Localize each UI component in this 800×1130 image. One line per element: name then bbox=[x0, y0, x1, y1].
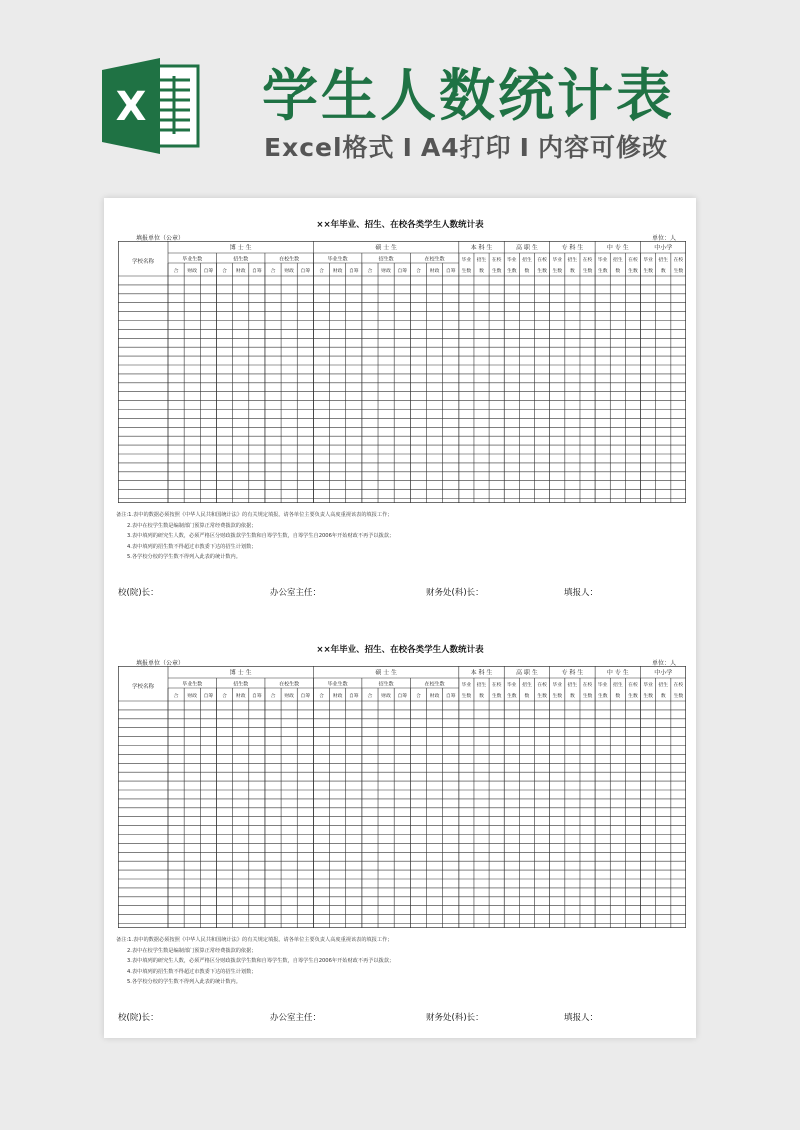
column-header: 生数 bbox=[507, 694, 517, 699]
column-header: 毕业 bbox=[507, 683, 517, 688]
column-header: 财政 bbox=[187, 694, 198, 699]
column-header: 毕业 bbox=[552, 683, 563, 688]
column-header: 合 bbox=[270, 694, 276, 699]
group-header: 本 科 生 bbox=[470, 244, 493, 252]
banner-subtitle bbox=[264, 128, 668, 164]
group-header: 本 科 生 bbox=[470, 669, 493, 677]
column-header: 招生 bbox=[522, 683, 532, 688]
note-line: 5.各学校分校的学生数不得列入此表的统计数内。 bbox=[127, 979, 241, 986]
column-header: 生数 bbox=[582, 269, 593, 274]
column-header: 自筹 bbox=[203, 694, 214, 699]
column-header: 招生 bbox=[658, 258, 669, 263]
group-header: 博 士 生 bbox=[229, 244, 252, 252]
unit-label: 单位：人 bbox=[652, 660, 677, 667]
column-header: 生数 bbox=[628, 269, 638, 274]
column-header: 在校 bbox=[628, 683, 638, 688]
column-header: 在校 bbox=[582, 683, 593, 688]
subgroup-header: 在校生数 bbox=[424, 681, 445, 688]
subtitle-editable: 内容可修改 bbox=[537, 133, 668, 162]
stats-table bbox=[118, 666, 686, 928]
column-header: 生数 bbox=[582, 694, 593, 699]
subgroup-header: 招生数 bbox=[233, 256, 249, 263]
column-header: 招生 bbox=[613, 683, 623, 688]
row-header: 学校名称 bbox=[131, 684, 155, 690]
column-header: 生数 bbox=[461, 269, 472, 274]
column-header: 自筹 bbox=[203, 269, 214, 274]
column-header: 财政 bbox=[284, 269, 294, 274]
column-header: 招生 bbox=[476, 683, 487, 688]
column-header: 生数 bbox=[461, 694, 472, 699]
column-header: 毕业 bbox=[552, 258, 563, 263]
signature-filler: 填报人： bbox=[564, 1013, 599, 1023]
column-header: 数 bbox=[524, 694, 530, 699]
subtitle-separator: I bbox=[402, 133, 413, 162]
note-line: 备注:1.表中的数据必须按照《中华人民共和国统计法》的有关规定填报。请各单位主要负责人高度重视该表的填报工作； bbox=[116, 937, 393, 943]
column-header: 自筹 bbox=[348, 269, 359, 274]
fill-unit-label: 填报单位（公章） bbox=[136, 235, 185, 242]
signature-president: 校(院)长： bbox=[118, 588, 159, 598]
column-header: 生数 bbox=[597, 269, 608, 274]
column-header: 财政 bbox=[332, 269, 343, 274]
column-header: 生数 bbox=[643, 694, 653, 699]
column-header: 财政 bbox=[381, 269, 391, 274]
sheet-title: ××年毕业、招生、在校各类学生人数统计表 bbox=[316, 220, 484, 230]
column-header: 财政 bbox=[284, 694, 294, 699]
notes bbox=[116, 935, 686, 988]
note-line: 2.表中在校学生数是编制部门预算正常经费拨款的依据； bbox=[127, 522, 257, 529]
column-header: 生数 bbox=[628, 694, 638, 699]
subgroup-header: 招生数 bbox=[233, 681, 249, 688]
table-border bbox=[118, 241, 685, 502]
column-header: 招生 bbox=[476, 258, 487, 263]
group-header: 硕 士 生 bbox=[375, 669, 398, 677]
column-header: 毕业 bbox=[461, 683, 472, 688]
column-header: 自筹 bbox=[300, 694, 311, 699]
group-header: 硕 士 生 bbox=[375, 244, 398, 252]
column-header: 在校 bbox=[537, 683, 547, 688]
column-header: 数 bbox=[569, 694, 575, 699]
fill-unit-label: 填报单位（公章） bbox=[136, 660, 185, 667]
column-header: 在校 bbox=[491, 683, 502, 688]
paper-preview bbox=[104, 198, 696, 1038]
column-header: 在校 bbox=[673, 258, 684, 263]
column-header: 自筹 bbox=[300, 269, 311, 274]
column-header: 在校 bbox=[582, 258, 593, 263]
subgroup-header: 毕业生数 bbox=[182, 256, 203, 263]
subtitle-print: A4打印 bbox=[420, 133, 512, 162]
column-header: 毕业 bbox=[597, 683, 608, 688]
banner-title: 学生人数统计表 bbox=[262, 64, 675, 129]
sheet-title: ××年毕业、招生、在校各类学生人数统计表 bbox=[316, 645, 484, 655]
column-header: 合 bbox=[319, 694, 324, 699]
column-header: 招生 bbox=[658, 683, 669, 688]
column-header: 合 bbox=[270, 269, 276, 274]
column-header: 自筹 bbox=[348, 694, 359, 699]
column-header: 生数 bbox=[491, 694, 502, 699]
column-header: 在校 bbox=[673, 683, 684, 688]
column-header: 生数 bbox=[673, 269, 684, 274]
column-header: 在校 bbox=[537, 258, 547, 263]
column-header: 财政 bbox=[235, 269, 246, 274]
column-header: 生数 bbox=[507, 269, 517, 274]
stats-table bbox=[118, 241, 686, 503]
column-header: 合 bbox=[416, 269, 421, 274]
column-header: 合 bbox=[416, 694, 421, 699]
column-header: 数 bbox=[660, 269, 666, 274]
column-header: 数 bbox=[615, 694, 621, 699]
column-header: 在校 bbox=[491, 258, 502, 263]
note-line: 2.表中在校学生数是编制部门预算正常经费拨款的依据； bbox=[127, 947, 257, 954]
column-header: 财政 bbox=[429, 269, 440, 274]
subgroup-header: 在校生数 bbox=[424, 256, 445, 263]
subtitle-format: Excel格式 bbox=[264, 133, 395, 162]
signature-filler: 填报人： bbox=[564, 588, 599, 598]
subtitle-separator: I bbox=[519, 133, 530, 162]
column-header: 自筹 bbox=[252, 269, 262, 274]
column-header: 招生 bbox=[522, 258, 532, 263]
column-header: 数 bbox=[479, 269, 484, 274]
column-header: 财政 bbox=[332, 694, 343, 699]
column-header: 数 bbox=[479, 694, 484, 699]
group-header: 中 专 生 bbox=[606, 244, 629, 252]
column-header: 财政 bbox=[381, 694, 391, 699]
subgroup-header: 招生数 bbox=[378, 256, 394, 263]
column-header: 生数 bbox=[552, 269, 563, 274]
note-line: 5.各学校分校的学生数不得列入此表的统计数内。 bbox=[127, 554, 241, 561]
signature-president: 校(院)长： bbox=[118, 1013, 159, 1023]
column-header: 合 bbox=[173, 269, 179, 274]
group-header: 高 职 生 bbox=[516, 244, 538, 252]
group-header: 中 专 生 bbox=[606, 669, 629, 677]
column-header: 财政 bbox=[235, 694, 246, 699]
group-header: 博 士 生 bbox=[229, 669, 252, 677]
column-header: 招生 bbox=[567, 258, 578, 263]
column-header: 毕业 bbox=[643, 258, 653, 263]
column-header: 数 bbox=[615, 269, 621, 274]
column-header: 自筹 bbox=[397, 269, 408, 274]
signature-office-director: 办公室主任： bbox=[270, 1013, 322, 1023]
column-header: 自筹 bbox=[445, 694, 456, 699]
column-header: 生数 bbox=[491, 269, 502, 274]
column-header: 自筹 bbox=[445, 269, 456, 274]
row-header: 学校名称 bbox=[131, 259, 155, 265]
group-header: 专 科 生 bbox=[561, 669, 584, 677]
column-header: 生数 bbox=[552, 694, 563, 699]
note-line: 4.表中填列的招生数不得超过市教委下达的招生计划数； bbox=[127, 543, 257, 550]
svg-text:X: X bbox=[115, 84, 147, 130]
signature-finance-head: 财务处(科)长： bbox=[426, 588, 484, 598]
column-header: 合 bbox=[319, 269, 324, 274]
note-line: 3.表中填列的研究生人数，必须严格区分财政拨款学生数和自筹学生数，自筹学生自2006年开始财政不再予以拨款； bbox=[127, 958, 395, 965]
column-header: 生数 bbox=[673, 694, 684, 699]
unit-label: 单位：人 bbox=[652, 235, 677, 242]
column-header: 毕业 bbox=[643, 683, 653, 688]
column-header: 数 bbox=[660, 694, 666, 699]
note-line: 3.表中填列的研究生人数，必须严格区分财政拨款学生数和自筹学生数，自筹学生自2006年开始财政不再予以拨款； bbox=[127, 533, 395, 540]
group-header: 中小学 bbox=[654, 669, 673, 677]
column-header: 毕业 bbox=[597, 258, 608, 263]
column-header: 合 bbox=[367, 269, 373, 274]
excel-icon bbox=[102, 58, 202, 154]
column-header: 生数 bbox=[643, 269, 653, 274]
column-header: 财政 bbox=[187, 269, 198, 274]
column-header: 财政 bbox=[429, 694, 440, 699]
column-header: 生数 bbox=[537, 269, 547, 274]
subgroup-header: 毕业生数 bbox=[327, 256, 348, 263]
subgroup-header: 在校生数 bbox=[279, 256, 300, 263]
group-header: 专 科 生 bbox=[561, 244, 584, 252]
column-header: 合 bbox=[173, 694, 179, 699]
column-header: 在校 bbox=[628, 258, 638, 263]
signature-office-director: 办公室主任： bbox=[270, 588, 322, 598]
subgroup-header: 毕业生数 bbox=[182, 681, 203, 688]
column-header: 生数 bbox=[597, 694, 608, 699]
subgroup-header: 毕业生数 bbox=[327, 681, 348, 688]
group-header: 高 职 生 bbox=[516, 669, 538, 677]
table-border bbox=[118, 666, 685, 927]
notes bbox=[116, 510, 686, 563]
column-header: 招生 bbox=[567, 683, 578, 688]
column-header: 合 bbox=[222, 694, 227, 699]
column-header: 毕业 bbox=[507, 258, 517, 263]
subgroup-header: 招生数 bbox=[378, 681, 394, 688]
column-header: 合 bbox=[367, 694, 373, 699]
note-line: 备注:1.表中的数据必须按照《中华人民共和国统计法》的有关规定填报。请各单位主要负责人高度重视该表的填报工作； bbox=[116, 512, 393, 518]
column-header: 数 bbox=[569, 269, 575, 274]
note-line: 4.表中填列的招生数不得超过市教委下达的招生计划数； bbox=[127, 968, 257, 975]
subgroup-header: 在校生数 bbox=[279, 681, 300, 688]
signature-finance-head: 财务处(科)长： bbox=[426, 1013, 484, 1023]
column-header: 招生 bbox=[613, 258, 623, 263]
column-header: 生数 bbox=[537, 694, 547, 699]
group-header: 中小学 bbox=[654, 244, 673, 252]
column-header: 自筹 bbox=[252, 694, 262, 699]
column-header: 数 bbox=[524, 269, 530, 274]
column-header: 自筹 bbox=[397, 694, 408, 699]
column-header: 毕业 bbox=[461, 258, 472, 263]
column-header: 合 bbox=[222, 269, 227, 274]
